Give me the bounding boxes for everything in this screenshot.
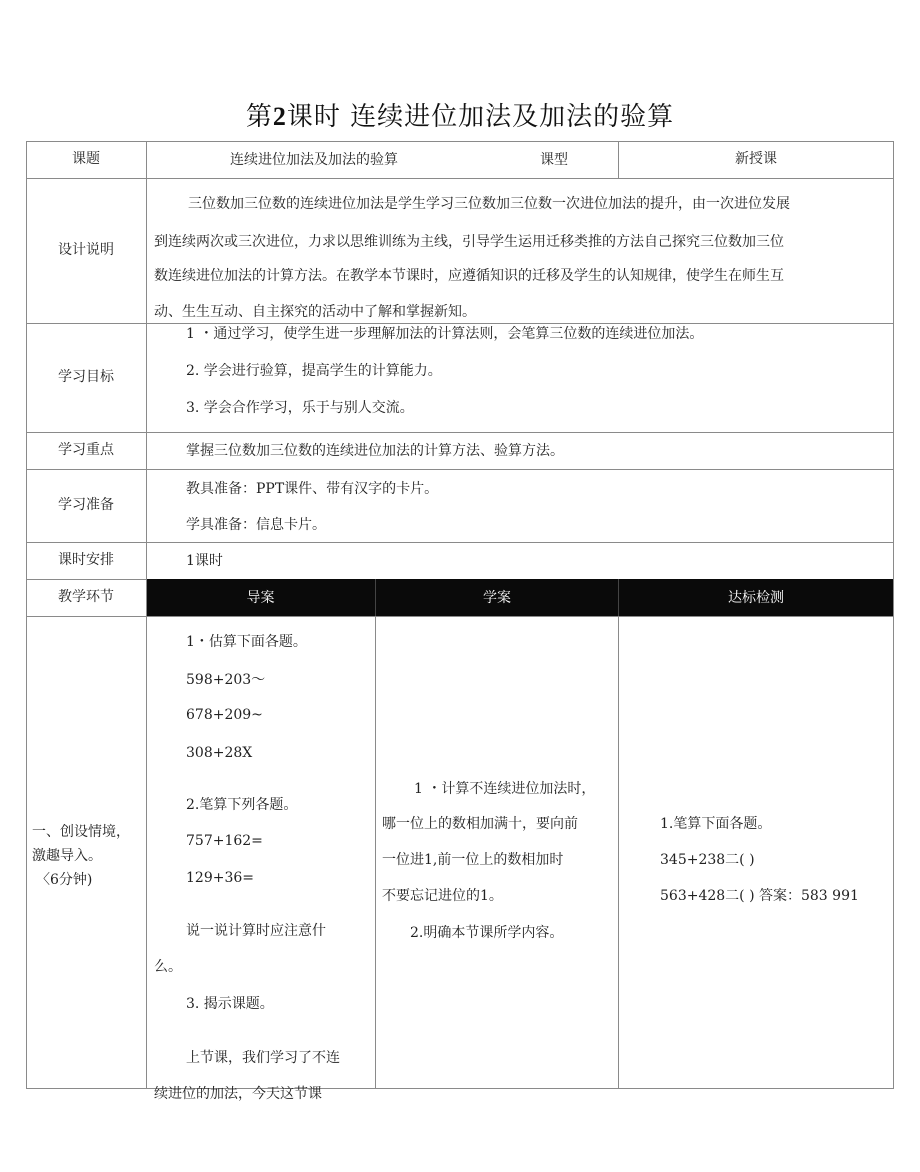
type-label: 课型	[540, 152, 568, 168]
design-line: 数连续进位加法的计算方法。在教学本节课时，应遵循知识的迁移及学生的认知规律，使学生在师生互	[154, 268, 784, 284]
guide-line: 说一说计算时应注意什	[186, 923, 326, 939]
goal-item: 3. 学会合作学习，乐于与别人交流。	[186, 400, 414, 416]
goals-label: 学习目标	[58, 369, 114, 385]
study-line: 1 ・计算不连续进位加法时，	[414, 781, 596, 797]
guide-line: 129+36=	[186, 870, 254, 886]
check-line: 345+238二( )	[660, 852, 755, 868]
topic-value: 连续进位加法及加法的验算	[230, 152, 398, 168]
design-line: 到连续两次或三次进位，力求以思维训练为主线，引导学生运用迁移类推的方法自己探究三位数加三位	[154, 234, 784, 250]
guide-line: 2.笔算下列各题。	[186, 797, 298, 813]
guide-line: 678+209~	[186, 707, 263, 723]
stage-label: 〈6分钟)	[36, 872, 93, 888]
design-label: 设计说明	[58, 242, 114, 258]
goal-item: 1 ・通过学习，使学生进一步理解加法的计算法则，会笔算三位数的连续进位加法。	[186, 326, 704, 342]
schedule-value: 1课时	[186, 553, 223, 569]
prep-label: 学习准备	[58, 497, 114, 513]
check-line: 563+428二( ) 答案：583 991	[660, 888, 859, 904]
stage-label: 一、创设情境，	[32, 824, 130, 840]
prep-student: 学具准备：信息卡片。	[186, 517, 326, 533]
goal-item: 2. 学会进行验算，提高学生的计算能力。	[186, 363, 442, 379]
guide-line: 上节课，我们学习了不连	[186, 1050, 340, 1066]
study-line: 不要忘记进位的1。	[382, 888, 503, 904]
guide-line: 续进位的加法，今天这节课	[154, 1086, 322, 1102]
focus-label: 学习重点	[58, 442, 114, 458]
check-line: 1.笔算下面各题。	[660, 816, 772, 832]
study-line: 一位进1,前一位上的数相加时	[382, 852, 564, 868]
guide-line: 757+162=	[186, 833, 263, 849]
study-line: 2.明确本节课所学内容。	[410, 925, 564, 941]
guide-line: 3. 揭示课题。	[186, 996, 274, 1012]
design-line: 三位数加三位数的连续进位加法是学生学习三位数加三位数一次进位加法的提升，由一次进位发展	[188, 196, 790, 212]
stage-label: 激趣导入。	[32, 848, 102, 864]
lesson-plan-table	[26, 141, 894, 1102]
prep-teacher: 教具准备：PPT课件、带有汉字的卡片。	[186, 481, 439, 497]
page-title: 第2课时 连续进位加法及加法的验算	[245, 102, 675, 132]
type-value: 新授课	[735, 151, 777, 167]
study-line: 哪一位上的数相加满十，要向前	[382, 816, 578, 832]
guide-column-header: 导案	[246, 590, 275, 606]
topic-label: 课题	[72, 151, 100, 167]
check-column-header: 达标检测	[728, 590, 784, 606]
guide-line: 308+28X	[186, 745, 253, 761]
focus-value: 掌握三位数加三位数的连续进位加法的计算方法、验算方法。	[186, 443, 564, 459]
guide-line: 么。	[154, 959, 182, 975]
schedule-label: 课时安排	[58, 552, 114, 568]
guide-line: 598+203～	[186, 672, 266, 688]
section-label: 教学环节	[58, 589, 114, 605]
study-column-header: 学案	[483, 590, 511, 606]
guide-line: 1・估算下面各题。	[186, 634, 307, 650]
design-line: 动、生生互动、自主探究的活动中了解和掌握新知。	[154, 304, 476, 320]
